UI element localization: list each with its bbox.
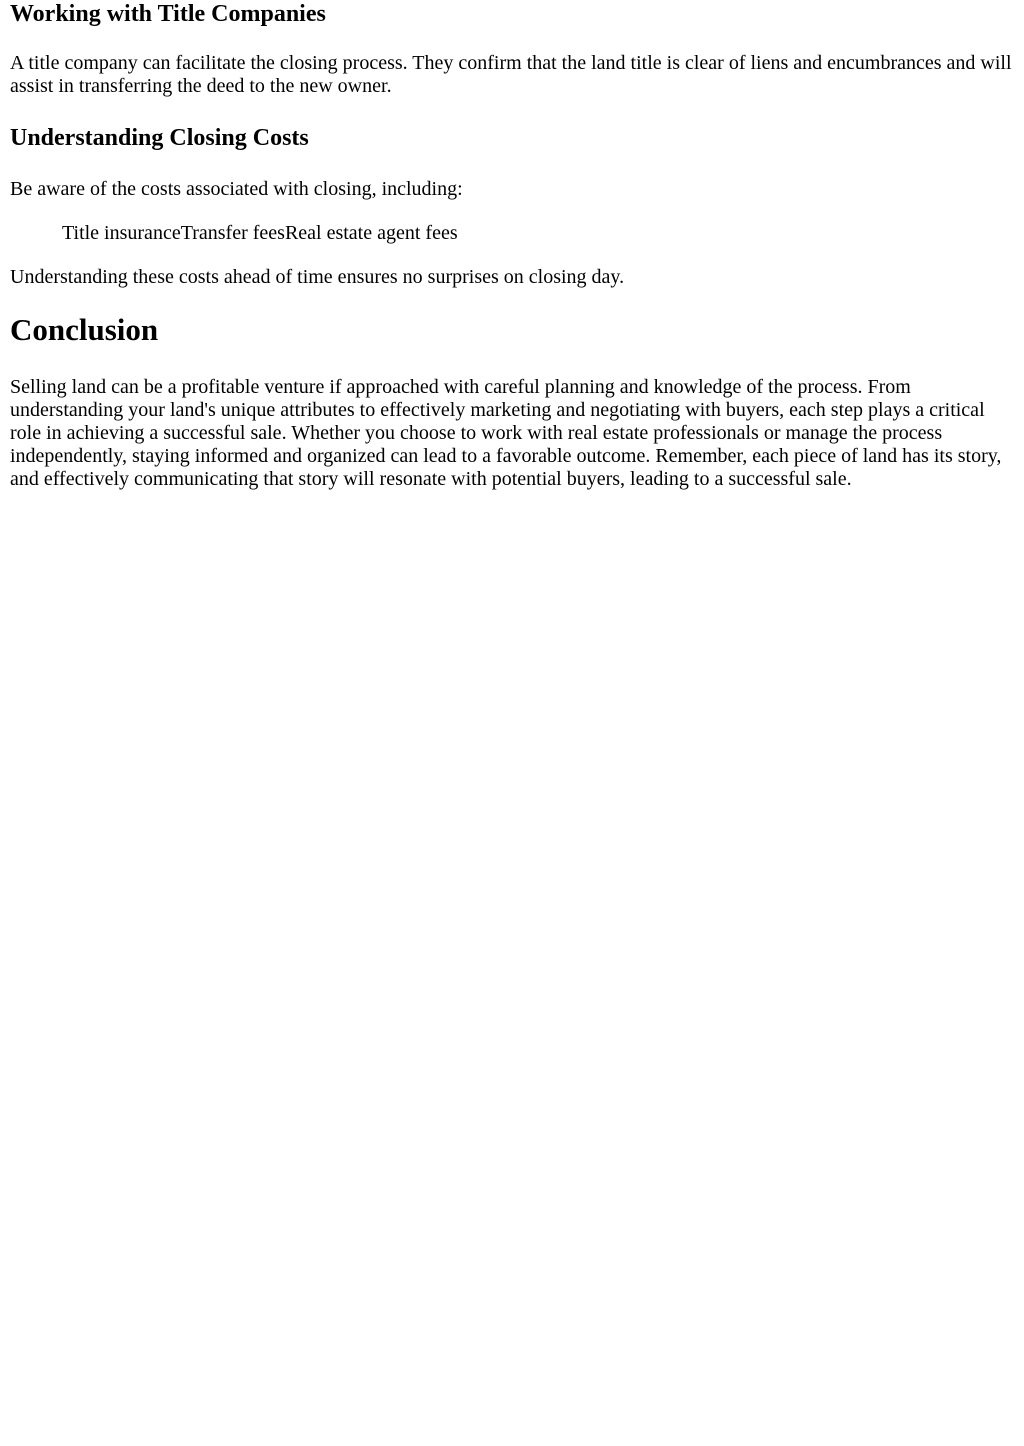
section-heading-conclusion: Conclusion: [10, 312, 159, 347]
paragraph-closing-costs-outro: Understanding these costs ahead of time ensures no surprises on closing day.: [10, 266, 625, 288]
list-item: Transfer fees: [180, 222, 285, 244]
paragraph-title-companies: A title company can facilitate the closing process. They confirm that the land title is clear of liens and encumbrances and will assist in transferring the deed to the new owner.: [10, 52, 1012, 97]
paragraph-closing-costs-intro: Be aware of the costs associated with closing, including:: [10, 178, 463, 200]
section-heading-closing-costs: Understanding Closing Costs: [10, 125, 309, 151]
paragraph-conclusion: Selling land can be a profitable venture if approached with careful planning and knowledge of the process. From understanding your land's unique attributes to effectively marketing and negotiating with buyers, each step plays a critical role in achieving a successful sale. Whether you choose to work with real estate professionals or manage the process independently, staying informed and organized can lead to a favorable outcome. Remember, each piece of land has its story, and effectively communicating that story will resonate with potential buyers, leading to a successful sale.: [10, 376, 1002, 490]
section-heading-title-companies: Working with Title Companies: [10, 1, 326, 27]
list-item: Title insurance: [62, 222, 181, 244]
closing-costs-list: [10, 222, 1016, 245]
article-content: [0, 0, 1024, 491]
list-item: Real estate agent fees: [284, 222, 458, 244]
